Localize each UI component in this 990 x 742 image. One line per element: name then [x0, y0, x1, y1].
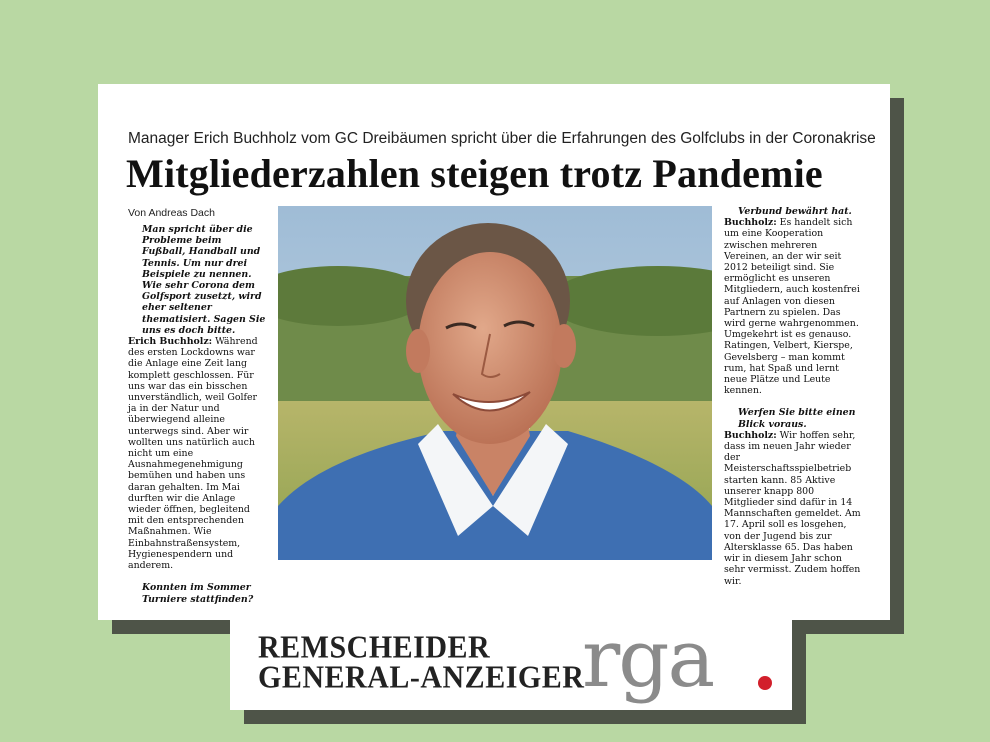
- logo-line-1: REMSCHEIDER: [258, 630, 491, 665]
- portrait-photo: [278, 206, 712, 560]
- logo-mark: rga: [582, 612, 714, 705]
- speaker-name: Erich Buchholz:: [128, 336, 213, 348]
- article-kicker: Manager Erich Buchholz vom GC Dreibäumen spricht über die Erfahrungen des Golfclubs in der Coronakrise: [128, 130, 876, 147]
- logo-line-2: GENERAL-ANZEIGER: [258, 660, 585, 695]
- speaker-name: Buchholz:: [724, 217, 777, 229]
- interview-question: Konnten im Sommer Turniere stattfinden?: [142, 582, 254, 605]
- answer-text: Es handelt sich um eine Kooperation zwischen mehreren Vereinen, an der wir seit 2012 beteiligt sind. Sie ermöglicht es unseren Mitgliedern, auch kostenfrei auf Anlagen von diesen Partnern zu spielen. Das wird gerne wahrgenommen. Umgekehrt ist es genauso. Ratingen, Velbert, Kierspe, Gevelsberg – man kommt rum, hat Spaß und lernt neue Plätze und Leute kennen.: [724, 217, 860, 397]
- interview-answer: [724, 217, 864, 396]
- article-byline: Von Andreas Dach: [128, 207, 215, 219]
- left-text-column: [128, 224, 266, 605]
- interview-question: Werfen Sie bitte einen Blick voraus.: [738, 407, 856, 430]
- right-text-column: [724, 206, 864, 587]
- answer-text: Während des ersten Lockdowns war die Anlage eine Zeit lang komplett geschlossen. Für uns war das ein bisschen unverständlich, weil Golfer ja in der Natur und überwiegend alleine unterwegs sind. Aber wir wollten uns natürlich auch nicht um eine Ausnahmegenehmigung bemühen und haben uns daran gehalten. Im Mai durften wir die Anlage wieder öffnen, begleitend mit den entsprechenden Maßnahmen. Wie Einbahnstraßensystem, Hygienespendern und anderem.: [128, 336, 258, 572]
- newspaper-logo: [230, 612, 792, 710]
- speaker-name: Buchholz:: [724, 429, 777, 441]
- newspaper-clipping: [98, 84, 890, 620]
- logo-dot-icon: [758, 676, 772, 690]
- interview-question: Verbund bewährt hat.: [738, 206, 852, 217]
- answer-text: Wir hoffen sehr, dass im neuen Jahr wieder der Meisterschaftsspielbetrieb starten kann. 85 Aktive unserer knapp 800 Mitglieder sind dafür in 14 Mannschaften gemeldet. Am 17. April soll es losgehen, von der Jugend bis zur Altersklasse 65. Das haben wir in diesem Jahr schon sehr vermisst. Zudem hoffen wir.: [724, 429, 861, 587]
- interview-question: Man spricht über die Probleme beim Fußball, Handball und Tennis. Um nur drei Beispiele zu nennen. Wie sehr Corona dem Golfsport zusetzt, wird eher seltener thematisiert. Sagen Sie uns es doch bitte.: [142, 224, 266, 336]
- interview-answer: [724, 430, 864, 587]
- article-headline: Mitgliederzahlen steigen trotz Pandemie: [126, 151, 823, 196]
- portrait-illustration: [278, 206, 712, 560]
- interview-answer: [128, 336, 266, 571]
